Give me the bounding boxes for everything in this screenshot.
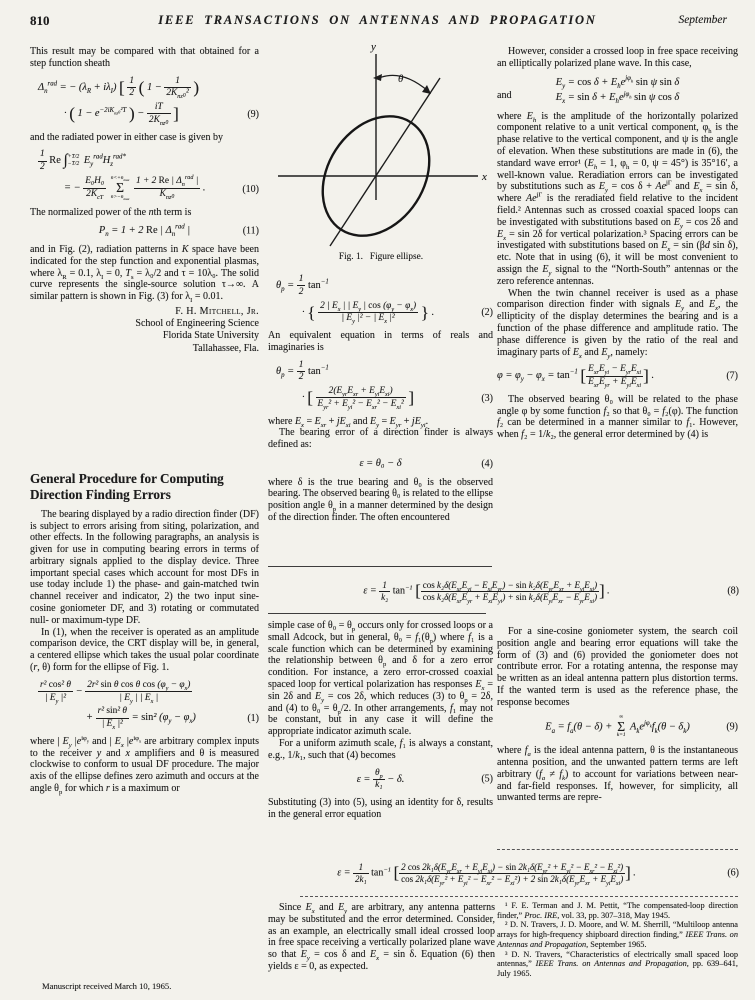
author-name: F. H. Mitchell, Jr.	[175, 305, 259, 317]
right-column-lower	[497, 626, 738, 804]
section-title: General Procedure for Computing Direction Finding Errors	[30, 470, 224, 503]
journal-title: IEEE TRANSACTIONS ON ANTENNAS AND PROPAGATION	[158, 13, 597, 27]
column-gap	[30, 355, 259, 471]
equation-4: ε = θ₀ − δ (4)	[359, 457, 493, 470]
equation-number: (1)	[247, 712, 259, 724]
equation-8: ε = $\frac{1}{\text{k₂}}$ $\tan^{-1}$ [ $\cos k_2\delta(E_{xr}E_{yi} - E_{xi}E_{yr}) - \sin k_2\delta(E_{yr}E_{xr} + E_{yi}E_{xi})$ $\cos k_2\delta(E_{xr}E_{yr} + E_{xi}E_{yi}) + \sin k_2\delta(E_{yi}E_{xr} - E_{yr}E_{xi})$ ] . (8)	[363, 579, 739, 605]
equation-number: (7)	[726, 370, 738, 382]
equation-2: $\theta_p$ = $\frac{1}{2}$ $\tan^{-1}$ · { $\frac{2 | E_x | | E_y | \cos (\varphi_y - \varphi_x)}{| E_y |^2 - | E_x |^2}$ } . (2)	[276, 274, 493, 326]
author-signature	[30, 306, 259, 355]
paragraph: where $E_h$ is the amplitude of the horizontally polarized component relative to a unit vertical component, $\varphi_h$ is the phase relative to the vertical component, and ψ is the angle of elevation. When these substitutions are made in (6), the standard wave error¹ ($E_h = 1$, $\varphi_h = 0$, ψ = 45°) is 35°16′, a well-known value. Reradiation errors can be investigated by substitutions such as $E_y = \cos \delta + Ae^{j\Gamma}$ and $E_x = \sin \delta$, where $Ae^{j\Gamma}$ is the reradiated field relative to the incident field.² Antennas such as crossed coaxial spaced loops can be investigated with substitutions based on $E_y = \cos 2\delta$ and $E_x = \sin 2\delta$ for vertical polarization.³ Spacing errors can be investigated with substitutions based on $E_x = \sin (\beta d$ sin δ), etc. Note that in using (6), it will be most convenient to assign the $E_y$ signal to the “North-South” antennas or the zero reference antennas.	[497, 110, 739, 287]
paragraph: The bearing displayed by a radio direction finder (DF) is subject to errors arising from siting, polarization, and other effects. In the following paragraphs, an analysis is given for use in computing bearing errors in terms of arbitrary signals applied to the display device. Three important special cases which account for most DFs in use today include 1) the phase- and gain-matched twin channel receiver and indicator, 2) the two input sine-cosine goniometer DF, and 3) rotating or commutated null- or maximum-type DF.	[30, 508, 259, 626]
theta-label: θ	[398, 73, 404, 85]
equation-9-response: $E_a = f_a(\theta - \delta)$ + ∞ Σ k=1 $A_ke^{j\varphi_k}f_k(\theta - \delta_k)$ (9)	[545, 713, 738, 739]
footnote-3: ³ D. N. Travers, “Characteristics of electrically small spaced loop antennas,” IEEE Trans. on Antennas and Propagation, pp. 639–641, July 1965.	[497, 949, 738, 978]
paragraph: The observed bearing θ₀ will be related to the phase angle φ by some function f₂ so that θ₀ = f₂(φ). The function f₂ can be determined in a manner similar to f₁. However, when f₂ = 1/k₂, the general error determined by (4) is	[497, 393, 738, 441]
page-number: 810	[30, 13, 50, 28]
equation-6: ε = $\frac{1}{\text{2k₁}}$ $\tan^{-1}$ [ 2 $\cos 2k_1\delta(E_{yr}E_{xr} + E_{yi}E_{xi}) - \sin 2k_1\delta(E_{yr}^2 + E_{yi}^2 - E_{xr}^2 - E_{xi}^2)$ $\cos 2k_1\delta(E_{yr}^2 + E_{yi}^2 - E_{xr}^2 - E_{xi}^2) + 2$ $\sin 2k_1\delta(E_{yr}E_{xr} + E_{yi}E_{xi})$ ] . (6)	[337, 861, 739, 887]
and-connector: and	[497, 89, 512, 101]
footnote-1: ¹ F. E. Terman and J. M. Pettit, “The compensated-loop direction finder,” Proc. IRE, vol. 33, pp. 307–318, May 1945.	[497, 901, 738, 920]
left-column	[30, 46, 259, 795]
figure-caption: Fig. 1. Figure ellipse.	[338, 252, 424, 262]
paragraph: where | $E_y$ $|e^{i\varphi_y}$ and | $E_x$ $|e^{i\varphi_x}$ are arbitrary complex inputs to the receiver y and x amplifiers and θ is measured clockwise to conform to usual DF procedure. The major axis of the ellipse defines zero azimuth and occurs at the angle $\theta_p$ for which r is a maximum or	[30, 734, 259, 797]
paragraph: An equivalent equation in terms of reals and imaginaries is	[268, 330, 493, 353]
divider-rule	[268, 613, 486, 614]
paragraph: The normalized power of the nth term is	[30, 206, 192, 218]
arc-arrowhead-left	[373, 74, 382, 81]
x-axis-label: x	[482, 171, 487, 183]
equation-11: $P_n = 1 + 2$ Re | $\Delta_n^{rad}$ | (11)	[98, 223, 259, 239]
equation-ey: $E_y = \cos \delta + E_he^{j\varphi_h}$ sin ψ sin δ	[555, 75, 680, 90]
figure-1-ellipse-diagram	[276, 40, 491, 248]
equation-number: (8)	[727, 585, 739, 597]
middle-column-upper	[268, 268, 493, 524]
equation-ex: $E_x = \sin \delta + E_he^{j\varphi_h}$ sin ψ cos δ	[555, 90, 680, 106]
paragraph: The bearing error of a direction finder is always defined as:	[268, 427, 493, 451]
manuscript-note: Manuscript received March 10, 1965.	[42, 981, 172, 991]
middle-column-lower	[268, 620, 493, 821]
paragraph: This result may be compared with that obtained for a step function sheath	[30, 46, 259, 69]
arc-arrowhead-right	[422, 85, 431, 94]
paragraph: and in Fig. (2), radiation patterns in K space have been indicated for the step function and exponential plasmas, where $\lambda_R = 0.1$, $\lambda_I = 0$, $T_s = \lambda_0/2$ and τ = 10λ₀. The solid curve represents the single-source solution τ→∞. A similar pattern is shown in Fig. (3) for $\lambda_I = 0.01$.	[30, 243, 260, 305]
paragraph: and the radiated power in either case is given by	[30, 131, 223, 143]
equation-number: (3)	[481, 392, 493, 404]
equation-5: ε = $\frac{\theta_p}{\text{k₁}}$ − δ. (5)	[356, 767, 493, 791]
paragraph: For a uniform azimuth scale, f₁ is always a constant, e.g., 1/k₁, such that (4) becomes	[268, 737, 493, 761]
bearing-line	[330, 78, 440, 246]
field-equations	[497, 76, 738, 105]
right-column-upper	[497, 46, 738, 441]
paragraph: When the twin channel receiver is used as a phase comparison direction finder with signals $E_y$ and $E_x$, the ellipticity of the display determines the bearing and is a function of the phase difference and amplitude ratio. The phase difference is given by the ratio of the real and imaginary parts of $E_x$ and $E_y$, namely:	[497, 287, 738, 360]
paragraph: where $f_a$ is the ideal antenna pattern, θ is the instantaneous antenna position, and the unwanted pattern terms are left arbitrary $(f_a \ne f_k)$ to account for variations between near- and far-field responses. If, however, for simplicity, all unwanted terms are repre-	[497, 745, 738, 804]
equation-number: (9)	[247, 108, 259, 120]
divider-rule-dashed	[300, 896, 738, 897]
equation-number: (4)	[481, 458, 493, 470]
equation-number: (6)	[727, 867, 739, 879]
footnotes	[497, 901, 738, 979]
theta-arc	[379, 75, 428, 91]
equation-number: (10)	[242, 183, 259, 195]
author-affiliation: Florida State University	[162, 330, 259, 342]
paragraph: In (1), when the receiver is operated as an amplitude comparison device, the CRT display will be, in general, a centered ellipse which takes the usual polar coordinate (r, θ) form for the ellipse of Fig. 1.	[30, 626, 259, 674]
paragraph: Substituting (3) into (5), using an identity for δ, results in the general error equation	[268, 797, 493, 820]
equation-7: $\varphi = \varphi_y - \varphi_x = \tan^{-1}$ [ $E_{xr}E_{yi} - E_{yr}E_{xi}$ $E_{xr}E_{yr} + E_{yi}E_{xi}$ ] . (7)	[497, 364, 738, 389]
author-location: Tallahassee, Fla.	[192, 342, 259, 354]
issue-month: September	[678, 14, 727, 26]
equation-9: $\Delta_n^{rad}$ = − $(\lambda_R + i\lambda_I)$ [ $\frac{1}{2}$ ( 1 − 1 $2K_{nz}_0^2$ ) · ( $1 - e^{-2iK_{nz}_0^2T}$ ) − iT $2K_{nz}_0$ ] (9)	[38, 75, 259, 127]
divider-rule	[268, 566, 492, 567]
equation-number: (2)	[481, 307, 493, 318]
equation-3: $\theta_p$ = $\frac{1}{2}$ $\tan^{-1}$ · [ $2(E_{yr}E_{xr} + E_{yi}E_{xi})$ $E_{yr}^2 + E_{yi}^2 - E_{xr}^2 - E_{xi}^2$ ] (3)	[276, 359, 493, 411]
footnote-2: ² D. N. Travers, J. D. Moore, and W. M. Sherrill, “Multiloop antenna arrays for high-frequency shipboard direction finding,” IEEE Trans. on Antennas and Propagation, September 1965.	[497, 920, 738, 949]
equation-10: $\frac{1}{2}$ Re ∫ +T/2 −T/2 $E_y^{rad}H_z^{rad*}$ = − E₀H₀ $2K_{cT}$ $n<+n_{max}$ Σ $n>-n_{max}$ 1 + 2 Re | $\Delta_n^{rad}$ | $K_{nz}_0$ . (10)	[40, 149, 259, 202]
equation-number: (11)	[242, 225, 259, 237]
paragraph: where δ is the true bearing and θ₀ is the observed bearing. The observed bearing θ₀ is related to the ellipse position angle $\theta_p$ in a manner determined by the design of the direction finder. The often encountered	[268, 476, 494, 523]
author-affiliation: School of Engineering Science	[135, 318, 259, 330]
middle-column-bottom	[268, 902, 495, 973]
paragraph: where $E_x = E_{xr} + jE_{xi}$ and $E_y = E_{yr} + jE_{yi}$.	[268, 415, 429, 429]
equation-1: $\frac{\text{r² cos² θ}}{| E_y |^2}$ − $\frac{2r^2 \sin \theta \cos \theta \cos (\varphi_y - \varphi_x)}{| E_y | | E_x |}$ + $\frac{\text{r² sin² θ}}{| E_x |^2}$ = sin² $(\varphi_y - \varphi_x)$ (1)	[40, 679, 259, 731]
paragraph: However, consider a crossed loop in free space receiving an elliptically polarized plane wave. In this case,	[497, 46, 738, 69]
y-axis-label: y	[371, 41, 376, 53]
divider-rule-dashed	[497, 849, 738, 850]
equation-number: (5)	[481, 773, 493, 785]
paragraph: simple case of $\theta_0 = \theta_p$ occurs only for crossed loops or a small Adcock, but in general, $\theta_0 = f_1(\theta_p)$ where f₁ is a scale function which can be determined by examining the relationship between $\theta_p$ and δ for a zero error condition. For instance, a zero error-crossed coaxial spaced loop for vertical polarization has responses $E_x = \sin 2\delta$ and $E_y = \cos 2\delta$, which reduces (3) to $\theta_p = 2\delta$, and (4) to $\theta_0 = \theta_p/2$. In other arrangements, f₁ may not be constant, but in any case it will define the appropriate indicator azimuth scale.	[268, 620, 493, 738]
equation-number: (9)	[726, 721, 738, 733]
paragraph: For a sine-cosine goniometer system, the search coil position angle and bearing error equations will take the form of (3) and (6) provided the goniometer does not contribute error. For a rotating antenna, the response may be written as an ideal antenna pattern plus distortion terms. If the wanted term is used as the reference phase, the response becomes	[497, 626, 738, 708]
figure-1	[276, 40, 491, 253]
paragraph: Since $E_x$ and $E_y$ are arbitrary, any antenna patterns may be substituted and the error determined. Consider, as an example, an electrically small ideal crossed loop in free space receiving a vertically polarized plane wave so that $E_y = \cos \delta$ and $E_x = \sin \delta$. Equation (6) then yields ε = 0, as expected.	[268, 902, 496, 972]
